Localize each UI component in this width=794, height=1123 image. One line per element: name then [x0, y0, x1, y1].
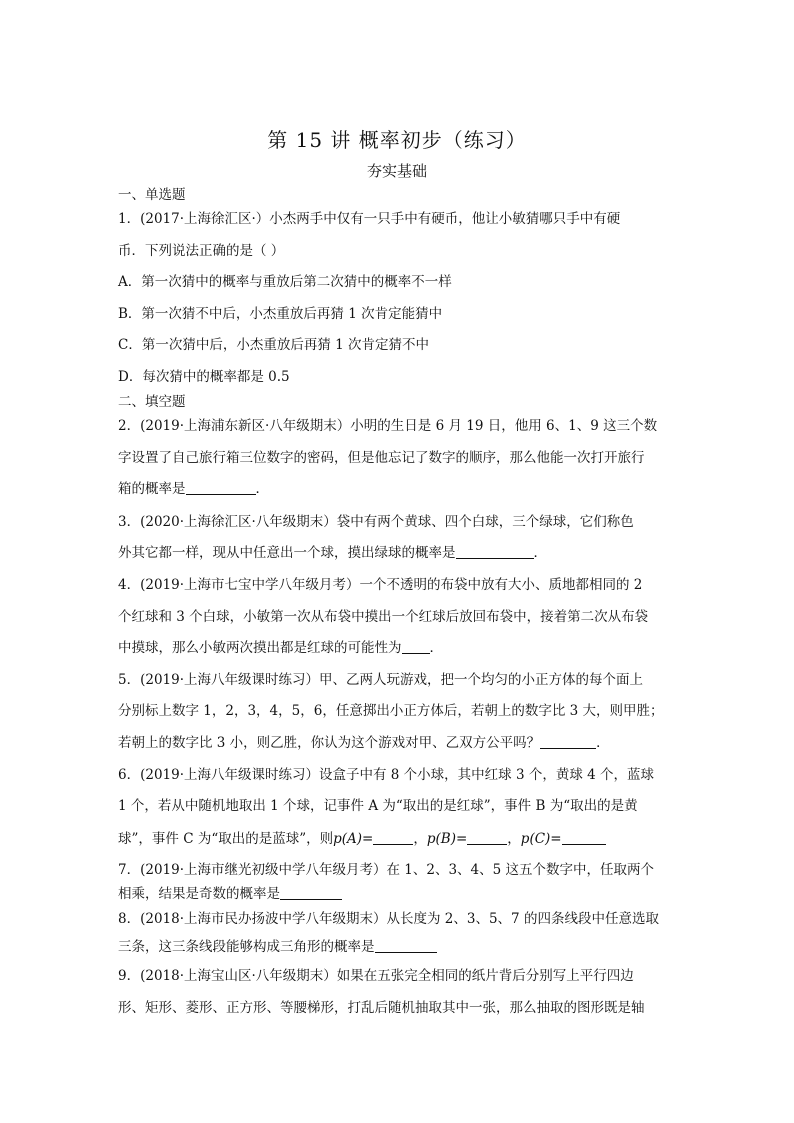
q1-line1: 1．(2017·上海徐汇区·）小杰两手中仅有一只手中有硬币，他让小敏猜哪只手中有硬: [118, 211, 621, 227]
answer-blank: [562, 830, 606, 845]
q3-line1: 3．(2020·上海徐汇区·八年级期末）袋中有两个黄球、四个白球，三个绿球，它们称色: [118, 514, 634, 530]
q2-line3-end: ．: [255, 481, 269, 497]
q7-line1: 7．(2019·上海市继光初级中学八年级月考）在 1、2、3、4、5 这五个数字中，任取两个: [118, 862, 655, 878]
q5-line2: 分别标上数字 1，2，3，4，5，6，任意掷出小正方体后，若朝上的数字比 3 大，则甲胜；: [118, 703, 664, 719]
q4-line3-text: 中摸球，那么小敏两次摸出都是红球的可能性为: [118, 640, 402, 656]
q5-line3-end: ．: [596, 735, 610, 751]
q5-line3-text: 若朝上的数字比 3 小，则乙胜，你认为这个游戏对甲、乙双方公平吗？: [118, 735, 541, 751]
q4-line2: 个红球和 3 个白球，小敏第一次从布袋中摸出一个红球后放回布袋中，接着第二次从布袋: [118, 609, 649, 625]
answer-blank: [402, 639, 430, 654]
q9-line2: 形、矩形、菱形、正方形、等腰梯形，打乱后随机抽取其中一张，那么抽取的图形既是轴: [118, 1000, 645, 1016]
q2-line3: [118, 477, 678, 497]
q6-p-b: p(B)=: [426, 831, 468, 847]
q1-option-d: D．每次猜中的概率都是 0.5: [118, 369, 290, 385]
q6-sep-1: ，: [413, 831, 427, 847]
answer-blank: [373, 830, 413, 845]
q4-line3-end: ．: [429, 640, 443, 656]
q1-option-a: A．第一次猜中的概率与重放后第二次猜中的概率不一样: [118, 274, 452, 290]
q6-sep-2: ，: [507, 831, 521, 847]
section-single-choice: 一、单选题: [118, 187, 186, 203]
q7-line2-text: 相乘，结果是奇数的概率是: [118, 886, 280, 902]
q3-line2-end: ．: [533, 545, 547, 561]
q2-line3-text: 箱的概率是: [118, 481, 186, 497]
answer-blank: [186, 480, 256, 495]
q8-line2-text: 三条，这三条线段能够构成三角形的概率是: [118, 939, 375, 955]
q2-line1: 2．(2019·上海浦东新区·八年级期末）小明的生日是 6 月 19 日，他用 6、1、9 这三个数: [118, 418, 658, 434]
answer-blank: [456, 544, 534, 559]
q6-p-c: p(C)=: [520, 831, 562, 847]
q6-line1: 6．(2019·上海八年级课时练习）设盒子中有 8 个小球，其中红球 3 个，黄球 4 个，蓝球: [118, 767, 655, 783]
answer-blank: [540, 734, 596, 749]
q6-line3-text: 球”，事件 C 为“取出的是蓝球”，则: [118, 831, 334, 847]
q8-line2: [118, 935, 678, 955]
q6-p-a: p(A)=: [333, 831, 374, 847]
q5-line3: [118, 731, 678, 751]
answer-blank: [375, 938, 437, 953]
q1-line2: 币．下列说法正确的是（ ）: [118, 243, 285, 259]
page-subtitle: 夯实基础: [366, 162, 427, 180]
q4-line1: 4．(2019·上海市七宝中学八年级月考）一个不透明的布袋中放有大小、质地都相同的 2: [118, 577, 643, 593]
q9-line1: 9．(2018·上海宝山区·八年级期末）如果在五张完全相同的纸片背后分别写上平行四边: [118, 968, 634, 984]
q2-line2: 字设置了自己旅行箱三位数字的密码，但是他忘记了数字的顺序，那么他能一次打开旅行: [118, 450, 645, 466]
q4-line3: [118, 636, 678, 656]
answer-blank: [467, 830, 507, 845]
q6-line3: [118, 827, 678, 847]
q1-option-c: C．第一次猜中后，小杰重放后再猜 1 次肯定猜不中: [118, 337, 430, 353]
q1-option-b: B．第一次猜不中后，小杰重放后再猜 1 次肯定能猜中: [118, 306, 443, 322]
q3-line2-text: 外其它都一样，现从中任意出一个球，摸出绿球的概率是: [118, 545, 456, 561]
q6-line2: 1 个，若从中随机地取出 1 个球，记事件 A 为“取出的是红球”，事件 B 为“取出的是黄: [118, 798, 638, 814]
answer-blank: [280, 885, 342, 900]
page-title: 第 15 讲 概率初步（练习）: [267, 128, 527, 152]
q8-line1: 8．(2018·上海市民办扬波中学八年级期末）从长度为 2、3、5、7 的四条线段中任意选取: [118, 911, 659, 927]
q3-line2: [118, 541, 678, 561]
section-fill-blank: 二、填空题: [118, 394, 186, 410]
q5-line1: 5．(2019·上海八年级课时练习）甲、乙两人玩游戏，把一个均匀的小正方体的每个面上: [118, 672, 644, 688]
q7-line2: [118, 882, 678, 902]
